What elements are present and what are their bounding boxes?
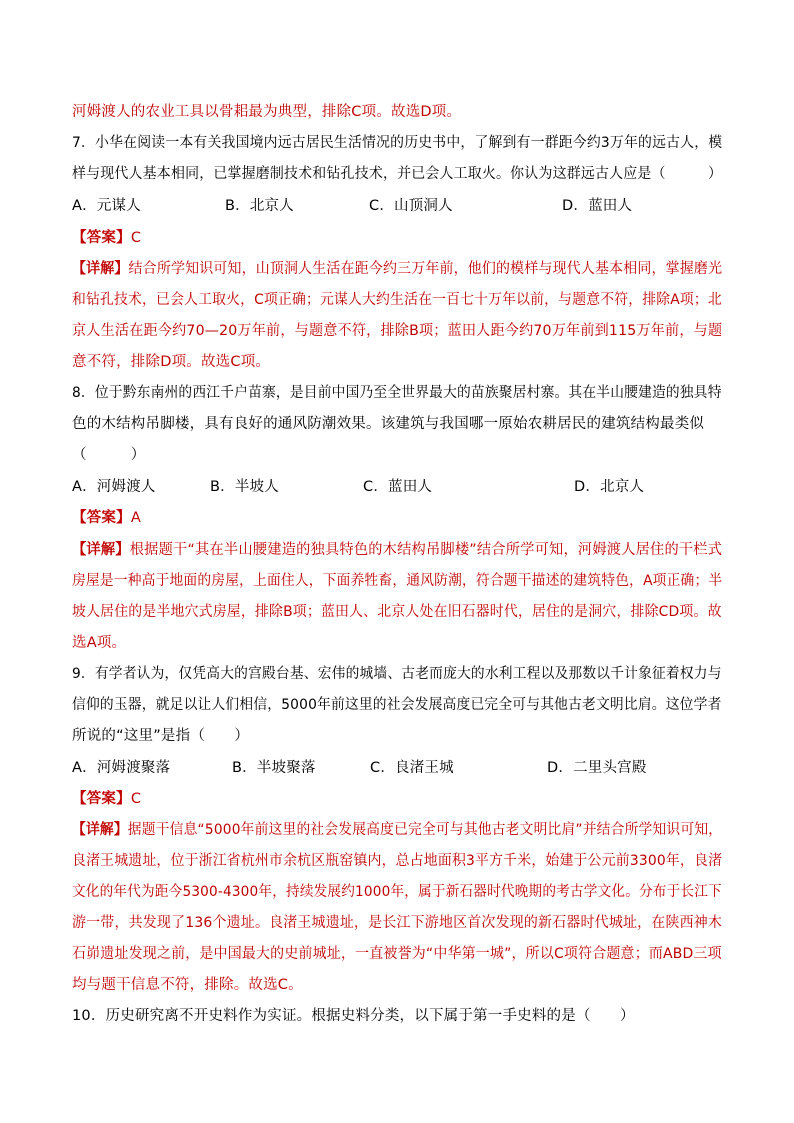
- detail-tag: 【详解】: [72, 542, 130, 558]
- q9-detail-line-2: 良渚王城遗址，位于浙江省杭州市余杭区瓶窑镇内，总占地面积3平方千米，始建于公元前3300年，良渚: [72, 853, 723, 869]
- q8-option-b: B．半坡人: [210, 479, 279, 495]
- q8-detail-line-4: 选A项。: [72, 635, 127, 651]
- q8-stem-line-1: 8．位于黔东南州的西江千户苗寨，是目前中国乃至全世界最大的苗族聚居村寨。其在半山腰建造的独具特: [72, 385, 722, 401]
- q8-detail-line-2: 房屋是一种高于地面的房屋，上面住人，下面养牲畜，通风防潮，符合题干描述的建筑特色，A项正确；半: [72, 573, 723, 589]
- q7-answer: [72, 228, 141, 248]
- prev-detail-line: 河姆渡人的农业工具以骨耜最为典型，排除C项。故选D项。: [72, 104, 462, 120]
- answer-value: C: [130, 791, 142, 807]
- q9-detail-line-1: [72, 820, 722, 840]
- q7-option-b: B．北京人: [225, 198, 294, 214]
- q9-stem-line-2: 信仰的玉器，就足以让人们相信，5000年前这里的社会发展高度已完全可与其他古老文明比肩。这位学者: [72, 697, 722, 713]
- q9-detail-line-6: 均与题干信息不符，排除。故选C。: [72, 977, 303, 993]
- answer-tag: 【答案】: [72, 230, 131, 246]
- q9-detail-line-4: 游一带，共发现了136个遗址。良渚王城遗址，是长江下游地区首次发现的新石器时代城址，在陕西神木: [72, 915, 723, 931]
- q7-stem-line-2: 样与现代人基本相同，已掌握磨制技术和钻孔技术，并已会人工取火。你认为这群远古人应是（ ）: [72, 166, 723, 182]
- q9-option-b: B．半坡聚落: [232, 760, 316, 776]
- q9-answer: [72, 789, 141, 809]
- detail-tag: 【详解】: [72, 261, 129, 277]
- q7-option-d: D．蓝田人: [562, 198, 633, 214]
- detail-text: 结合所学知识可知，山顶洞人生活在距今约三万年前，他们的模样与现代人基本相同，掌握磨光: [128, 261, 723, 277]
- q8-stem-line-2: 色的木结构吊脚楼，具有良好的通风防潮效果。该建筑与我国哪一原始农耕居民的建筑结构最类似: [72, 416, 705, 432]
- detail-text: 据题干信息“5000年前这里的社会发展高度已完全可与其他古老文明比肩”并结合所学知识可知，: [127, 822, 723, 838]
- q7-option-c: C．山顶洞人: [369, 198, 453, 214]
- q9-option-c: C．良渚王城: [370, 760, 454, 776]
- detail-tag: 【详解】: [72, 822, 128, 838]
- q8-option-a: A．河姆渡人: [72, 479, 156, 495]
- answer-value: C: [130, 230, 142, 246]
- q7-detail-line-4: 意不符，排除D项。故选C项。: [72, 354, 271, 370]
- q7-stem-line-1: 7．小华在阅读一本有关我国境内远古居民生活情况的历史书中，了解到有一群距今约3万年的远古人，模: [72, 135, 723, 151]
- q8-detail-line-1: [72, 540, 722, 560]
- q9-option-a: A．河姆渡聚落: [72, 760, 171, 776]
- q8-answer: [72, 508, 141, 528]
- q10-stem-line-1: 10．历史研究离不开史料作为实证。根据史料分类，以下属于第一手史料的是（ ）: [72, 1008, 635, 1024]
- q7-option-a: A．元谋人: [72, 198, 141, 214]
- q7-detail-line-2: 和钻孔技术，已会人工取火，C项正确；元谋人大约生活在一百七十万年以前，与题意不符，排除A项；北: [72, 292, 722, 308]
- q8-detail-line-3: 坡人居住的是半地穴式房屋，排除B项；蓝田人、北京人处在旧石器时代，居住的是洞穴，排除CD项。故: [72, 604, 722, 620]
- q9-stem-line-3: 所说的“这里”是指（ ）: [72, 728, 250, 744]
- q8-stem-line-3: （ ）: [72, 447, 146, 463]
- q9-detail-line-3: 文化的年代为距今5300-4300年，持续发展约1000年，属于新石器时代晚期的考古学文化。分布于长江下: [72, 884, 722, 900]
- q7-detail-line-1: [72, 259, 722, 279]
- q9-stem-line-1: 9．有学者认为，仅凭高大的宫殿台基、宏伟的城墙、古老而庞大的水利工程以及那数以千计象征着权力与: [72, 666, 722, 682]
- q9-option-d: D．二里头宫殿: [547, 760, 647, 776]
- answer-value: A: [130, 510, 141, 526]
- q8-option-d: D．北京人: [574, 479, 645, 495]
- q9-detail-line-5: 石峁遗址发现之前，是中国最大的史前城址，一直被誉为“中华第一城”，所以C项符合题意；而ABD三项: [72, 946, 722, 962]
- answer-tag: 【答案】: [72, 510, 131, 526]
- answer-tag: 【答案】: [72, 791, 131, 807]
- q7-detail-line-3: 京人生活在距今约70—20万年前，与题意不符，排除B项；蓝田人距今约70万年前到115万年前，与题: [72, 323, 723, 339]
- q8-option-c: C．蓝田人: [363, 479, 433, 495]
- detail-text: 根据题干“其在半山腰建造的独具特色的木结构吊脚楼”结合所学可知，河姆渡人居住的干栏式: [129, 542, 723, 558]
